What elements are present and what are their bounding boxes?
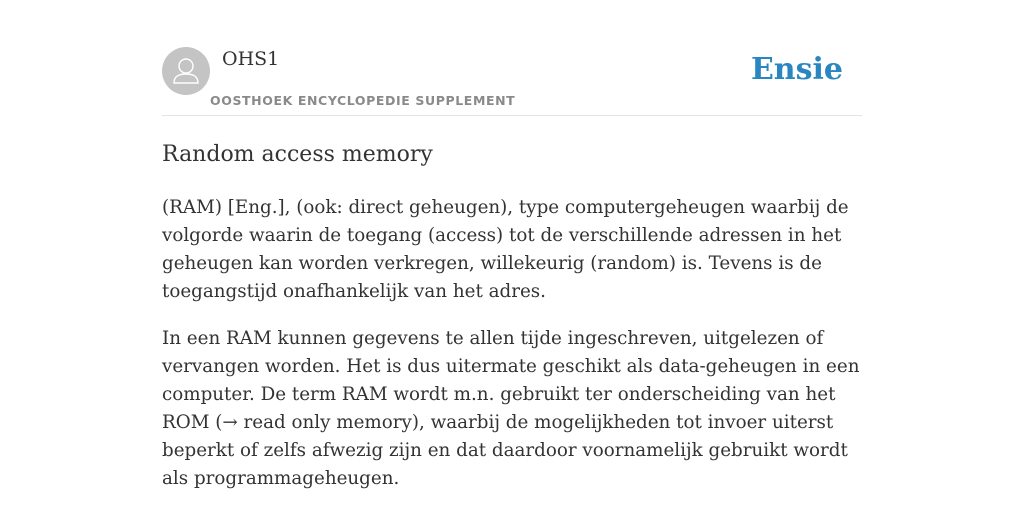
article-paragraph: In een RAM kunnen gegevens te allen tijde ingeschreven, uitgelezen of vervangen worden. Het is dus uitermate geschikt als data-geheugen in een computer. De term RAM wordt m.n. gebruikt ter onderscheiding van het ROM (→ read only memory), waarbij de mogelijkheden tot invoer uiterst beperkt of zelfs afwezig zijn en dat daardoor voornamelijk gebruikt wordt als programmageheugen. [162, 328, 860, 489]
article-header [162, 47, 862, 116]
user-silhouette-icon [162, 47, 210, 95]
article-card [162, 47, 862, 493]
source-label[interactable]: OOSTHOEK ENCYCLOPEDIE SUPPLEMENT [210, 93, 516, 108]
author-name[interactable]: OHS1 [222, 48, 280, 70]
article-paragraph: (RAM) [Eng.], (ook: direct geheugen), type computergeheugen waarbij de volgorde waarin de toegang (access) tot de verschillende adressen in het geheugen kan worden verkregen, willekeurig (random) is. Tevens is de toegangstijd onafhankelijk van het adres. [162, 197, 849, 302]
avatar[interactable] [162, 47, 210, 95]
brand-logo[interactable]: Ensie [750, 52, 843, 87]
article-title: Random access memory [162, 142, 433, 167]
